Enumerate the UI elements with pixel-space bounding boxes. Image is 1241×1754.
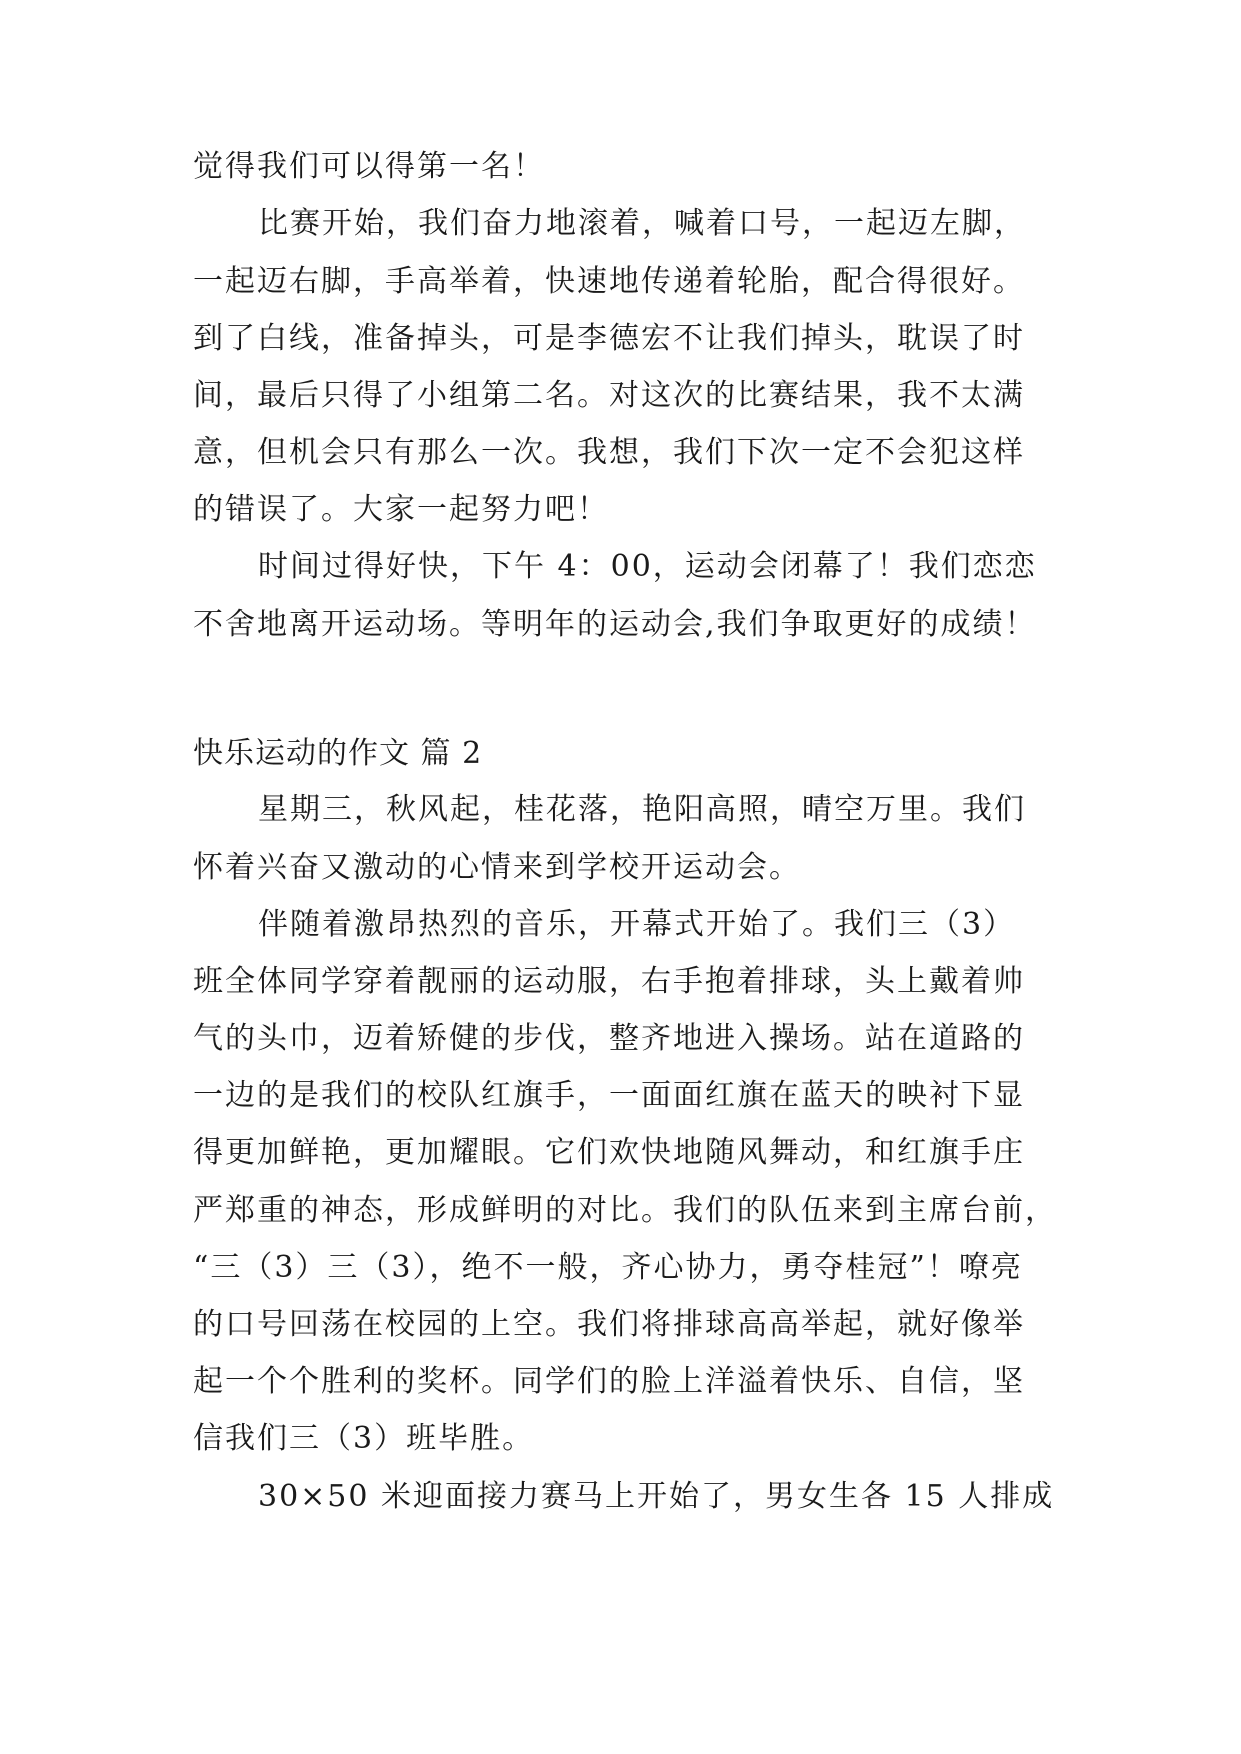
text-line: “三（3）三（3），绝不一般，齐心协力，勇夺桂冠”！嘹亮: [193, 1250, 1023, 1285]
text-line: 气的头巾，迈着矫健的步伐，整齐地进入操场。站在道路的: [193, 1021, 1025, 1056]
paragraph-start: 伴随着激昂热烈的音乐，开幕式开始了。我们三（3）: [258, 907, 1016, 942]
text-line: 怀着兴奋又激动的心情来到学校开运动会。: [193, 850, 801, 885]
paragraph-start: 星期三，秋风起，桂花落，艳阳高照，晴空万里。我们: [258, 792, 1026, 827]
text-line: 班全体同学穿着靓丽的运动服，右手抱着排球，头上戴着帅: [193, 964, 1025, 999]
text-line: 一起迈右脚，手高举着，快速地传递着轮胎，配合得很好。: [193, 264, 1025, 299]
paragraph-start: 30×50 米迎面接力赛马上开始了，男女生各 15 人排成: [258, 1479, 1055, 1514]
text-line: 到了白线，准备掉头，可是李德宏不让我们掉头，耽误了时: [193, 321, 1025, 356]
text-line: 觉得我们可以得第一名！: [193, 149, 545, 184]
text-line: 的错误了。大家一起努力吧！: [193, 492, 609, 527]
paragraph-start: 比赛开始，我们奋力地滚着，喊着口号，一起迈左脚，: [258, 206, 1026, 241]
text-line: 一边的是我们的校队红旗手，一面面红旗在蓝天的映衬下显: [193, 1078, 1025, 1113]
text-line: 严郑重的神态，形成鲜明的对比。我们的队伍来到主席台前，: [193, 1193, 1057, 1228]
section-heading: 快乐运动的作文 篇 2: [193, 736, 483, 771]
text-line: 不舍地离开运动场。等明年的运动会,我们争取更好的成绩！: [193, 607, 1037, 642]
text-line: 信我们三（3）班毕胜。: [193, 1421, 535, 1456]
text-line: 得更加鲜艳，更加耀眼。它们欢快地随风舞动，和红旗手庄: [193, 1135, 1025, 1170]
text-line: 间，最后只得了小组第二名。对这次的比赛结果，我不太满: [193, 378, 1025, 413]
text-line: 意，但机会只有那么一次。我想，我们下次一定不会犯这样: [193, 435, 1025, 470]
text-line: 的口号回荡在校园的上空。我们将排球高高举起，就好像举: [193, 1307, 1025, 1342]
text-line: 起一个个胜利的奖杯。同学们的脸上洋溢着快乐、自信，坚: [193, 1364, 1025, 1399]
paragraph-start: 时间过得好快，下午 4：00，运动会闭幕了！我们恋恋: [258, 549, 1037, 584]
